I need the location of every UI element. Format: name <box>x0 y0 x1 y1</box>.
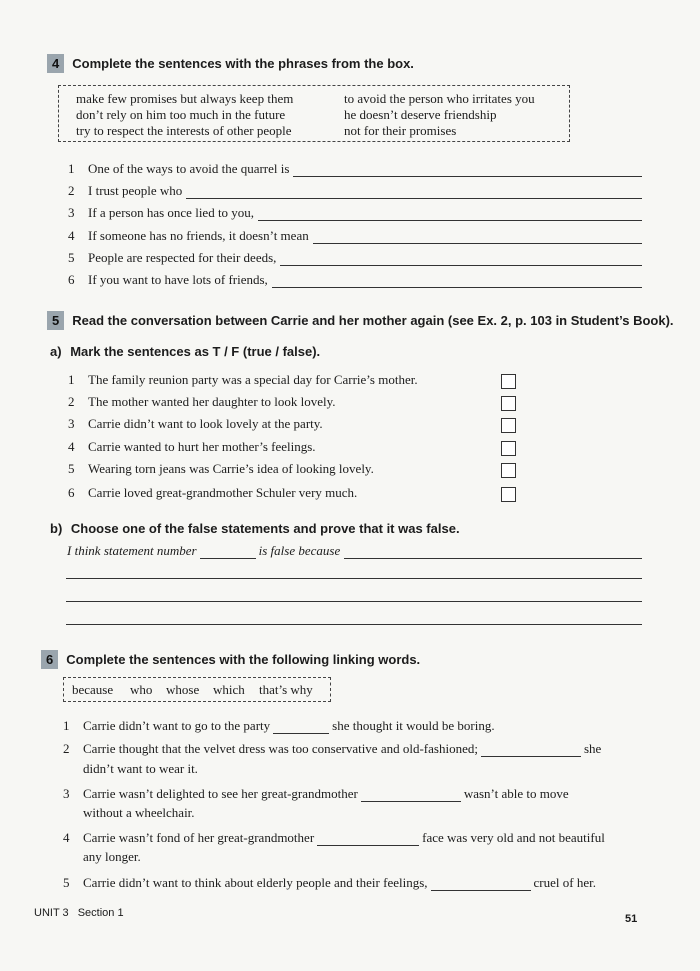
tf-checkbox[interactable] <box>501 441 516 456</box>
task4-sentence: 3 If a person has once lied to you, <box>68 205 642 221</box>
answer-line[interactable] <box>313 231 642 244</box>
page-number: 51 <box>625 913 638 925</box>
answer-line[interactable] <box>258 208 642 221</box>
answer-line[interactable] <box>186 186 642 199</box>
tf-checkbox[interactable] <box>501 463 516 478</box>
task4-instruction: Complete the sentences with the phrases from the box. <box>72 56 414 71</box>
tf-statement: 4 Carrie wanted to hurt her mother’s feelings. <box>68 439 316 454</box>
task4-sentence: 5 People are respected for their deeds, <box>68 250 642 266</box>
answer-line[interactable] <box>280 253 642 266</box>
linking-word: who <box>130 682 153 697</box>
task6-sentence-continued: without a wheelchair. <box>83 805 195 820</box>
answer-line[interactable] <box>66 601 642 602</box>
task5-instruction: Read the conversation between Carrie and her mother again (see Ex. 2, p. 103 in Student’s Book). <box>72 313 674 328</box>
linking-word: that’s why <box>259 682 313 697</box>
answer-blank[interactable] <box>317 833 419 846</box>
task4-phrase-box <box>58 85 570 142</box>
answer-line[interactable] <box>66 624 642 625</box>
task5-heading <box>47 311 674 330</box>
answer-blank[interactable] <box>481 744 581 757</box>
tf-checkbox[interactable] <box>501 418 516 433</box>
statement-number-blank[interactable] <box>200 546 256 559</box>
task6-heading <box>41 650 420 669</box>
phrase: try to respect the interests of other people <box>76 123 292 138</box>
task4-sentence: 6 If you want to have lots of friends, <box>68 272 642 288</box>
phrase: not for their promises <box>344 123 457 138</box>
answer-blank[interactable] <box>361 789 461 802</box>
phrase: don’t rely on him too much in the future <box>76 107 286 122</box>
answer-blank[interactable] <box>273 721 329 734</box>
linking-word: because <box>72 682 114 697</box>
task6-sentence: 5 Carrie didn’t want to think about elderly people and their feelings, cruel of her. <box>63 875 596 890</box>
task6-sentence-continued: didn’t want to wear it. <box>83 761 198 776</box>
task4-number: 4 <box>47 54 64 73</box>
tf-checkbox[interactable] <box>501 374 516 389</box>
answer-line[interactable] <box>272 275 642 288</box>
task6-number: 6 <box>41 650 58 669</box>
tf-statement: 3 Carrie didn’t want to look lovely at the party. <box>68 416 323 431</box>
phrase: make few promises but always keep them <box>76 91 294 106</box>
task6-word-box <box>63 677 331 702</box>
tf-statement: 6 Carrie loved great-grandmother Schuler very much. <box>68 485 358 500</box>
linking-word: whose <box>166 682 200 697</box>
task6-sentence: 4 Carrie wasn’t fond of her great-grandmother face was very old and not beautiful <box>63 830 605 845</box>
tf-statement: 5 Wearing torn jeans was Carrie’s idea of looking lovely. <box>68 461 374 476</box>
task6-instruction: Complete the sentences with the following linking words. <box>66 652 421 667</box>
tf-statement: 2 The mother wanted her daughter to look lovely. <box>68 394 336 409</box>
task6-sentence-continued: any longer. <box>83 849 141 864</box>
task6-sentence: 3 Carrie wasn’t delighted to see her great-grandmother wasn’t able to move <box>63 786 569 801</box>
answer-line[interactable] <box>344 546 642 559</box>
phrase: to avoid the person who irritates you <box>344 91 535 106</box>
answer-blank[interactable] <box>431 878 531 891</box>
tf-checkbox[interactable] <box>501 396 516 411</box>
task4-heading <box>47 54 414 73</box>
task4-sentence: 1 One of the ways to avoid the quarrel is <box>68 161 642 177</box>
task5b-prompt: I think statement number is false because <box>67 543 642 559</box>
answer-line[interactable] <box>293 164 642 177</box>
tf-checkbox[interactable] <box>501 487 516 502</box>
unit-section-label: UNIT 3 Section 1 <box>34 907 124 919</box>
task4-sentence: 4 If someone has no friends, it doesn’t mean <box>68 228 642 244</box>
linking-word: which <box>213 682 245 697</box>
tf-statement: 1 The family reunion party was a special day for Carrie’s mother. <box>68 372 418 387</box>
task6-sentence: 1 Carrie didn’t want to go to the party she thought it would be boring. <box>63 718 495 733</box>
task5b-heading: b) Choose one of the false statements and prove that it was false. <box>50 521 460 536</box>
task6-sentence: 2 Carrie thought that the velvet dress was too conservative and old-fashioned; she <box>63 741 602 756</box>
task5-number: 5 <box>47 311 64 330</box>
phrase: he doesn’t deserve friendship <box>344 107 497 122</box>
task5a-heading: a) Mark the sentences as T / F (true / false). <box>50 344 321 359</box>
answer-line[interactable] <box>66 578 642 579</box>
task4-sentence: 2 I trust people who <box>68 183 642 199</box>
